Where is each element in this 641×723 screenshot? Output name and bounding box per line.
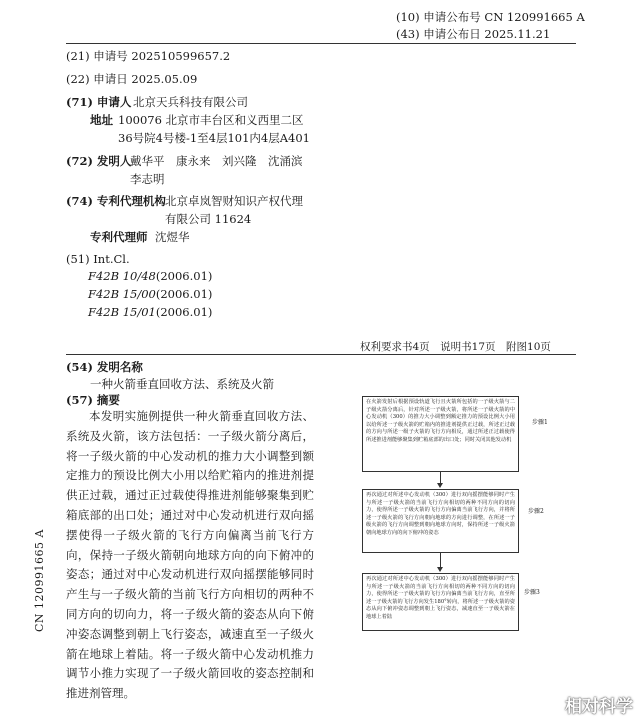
flowchart-step-label: 步骤3 <box>524 589 540 596</box>
agent-label: 专利代理师 <box>90 230 148 244</box>
intcl-label: (51) Int.Cl. <box>66 252 130 266</box>
inventors-line-1: 戴华平 康永来 刘兴隆 沈涌滨 <box>130 154 303 168</box>
address-label: 地址 <box>90 113 113 127</box>
flowchart-step-box: 再次通过对所述中心发动机（300）进行双向摇摆能够同时产生与所述一子级火箭的当前飞行方向相切的两种不同方向的切向力，使得所述一子级火箭的飞行方向偏离当前飞行方向，直至所述一子级火箭的飞行方向发生180°转向，将所述一子级火箭的姿态从向下俯冲姿态调整到朝上飞行姿态，减速直至一子级火箭在地球上着陆 <box>362 573 519 631</box>
flowchart-step-box: 在火箭发射后根据预设轨道飞行且火箭所包括的一子级火箭与二子级火箭分离后，针对所述一子级火箭，将所述一子级火箭的中心发动机（300）的推力大小调整到额定推力的预设比例大小用以给所述一子级火箭的贮箱内的推进剂提供正过载，所述正过载的方向与所述一级子火箭的飞行方向相反，通过所述正过载使得所述推进剂能够聚集到贮箱底部的出口处；同时关闭其他发动机 <box>362 396 519 472</box>
title-label: (54) 发明名称 <box>66 360 143 374</box>
applicant-label: (71) 申请人 <box>66 95 132 109</box>
side-publication-code: CN 120991665 A <box>33 529 46 632</box>
flowchart-step-label: 步骤1 <box>532 419 548 426</box>
invention-title: 一种火箭垂直回收方法、系统及火箭 <box>90 377 274 391</box>
application-number: (21) 申请号 202510599657.2 <box>66 49 231 63</box>
intcl-code: F42B 10/48 <box>88 269 156 283</box>
publication-date: (43) 申请公布日 2025.11.21 <box>396 27 551 41</box>
intcl-entry <box>88 305 212 319</box>
inventors-line-2: 李志明 <box>130 172 165 186</box>
agent-name: 沈煜华 <box>155 230 190 244</box>
intcl-version: (2006.01) <box>155 269 213 283</box>
agency-line-1: 北京卓岚智财知识产权代理 <box>165 194 303 208</box>
abstract-label: (57) 摘要 <box>66 393 120 407</box>
abstract-text: 本发明实施例提供一种火箭垂直回收方法、系统及火箭，该方法包括：一子级火箭分离后，将一子级火箭的中心发动机的推力大小调整到额定推力的预设比例大小用以给贮箱内的推进剂提供正过载，通过正过载使得推进剂能够聚集到贮箱底部的出口处；通过对中心发动机进行双向摇摆使得一子级火箭的飞行方向偏离当前飞行方向，保持一子级火箭朝向地球方向的向下俯冲的姿态；通过对中心发动机进行双向摇摆能够同时产生与一子级火箭的当前飞行方向相切的两种不同方向的切向力，将一子级火箭的姿态从向下俯冲姿态调整到朝上飞行姿态，减速直至一子级火箭在地球上着陆。将一子级火箭中心发动机推力调节小推力实现了一子级火箭回收的姿态控制和推进剂管理。 <box>66 409 314 701</box>
address-line-2: 36号院4号楼-1至4层101内4层A401 <box>118 131 310 145</box>
publication-number: (10) 申请公布号 CN 120991665 A <box>396 10 585 24</box>
flowchart-arrow-head <box>437 483 443 488</box>
intcl-version: (2006.01) <box>155 305 213 319</box>
pages-info: 权利要求书4页 说明书17页 附图10页 <box>360 341 551 353</box>
agency-line-2: 有限公司 11624 <box>165 212 252 226</box>
applicant-name: 北京天兵科技有限公司 <box>133 95 248 109</box>
intcl-entry <box>88 269 212 283</box>
agency-label: (74) 专利代理机构 <box>66 194 166 208</box>
intcl-entry <box>88 287 212 301</box>
flowchart-arrow-head <box>437 567 443 572</box>
inventors-label: (72) 发明人 <box>66 154 132 168</box>
flowchart-step-box: 再次通过对所述中心发动机（300）进行双向摇摆能够同时产生与所述一子级火箭的当前飞行方向相切的两种不同方向的切向力，使得所述一子级火箭的飞行方向偏离当前飞行方向，并将所述一子级火箭的飞行方向朝向地球的方向进行调整，在所述一子级火箭的飞行方向调整到朝向地球方向时，保持所述一子级火箭朝向地球方向的向下俯冲的姿态 <box>362 489 519 553</box>
section-divider <box>66 354 576 355</box>
address-line-1: 100076 北京市丰台区和义西里二区 <box>118 113 304 127</box>
watermark-text: 相对科学 <box>565 697 633 717</box>
header-divider <box>66 43 576 44</box>
intcl-version: (2006.01) <box>155 287 213 301</box>
intcl-code: F42B 15/00 <box>88 287 156 301</box>
flowchart-arrow <box>440 553 441 568</box>
application-date: (22) 申请日 2025.05.09 <box>66 72 198 86</box>
flowchart-step-label: 步骤2 <box>528 508 544 515</box>
intcl-code: F42B 15/01 <box>88 305 156 319</box>
